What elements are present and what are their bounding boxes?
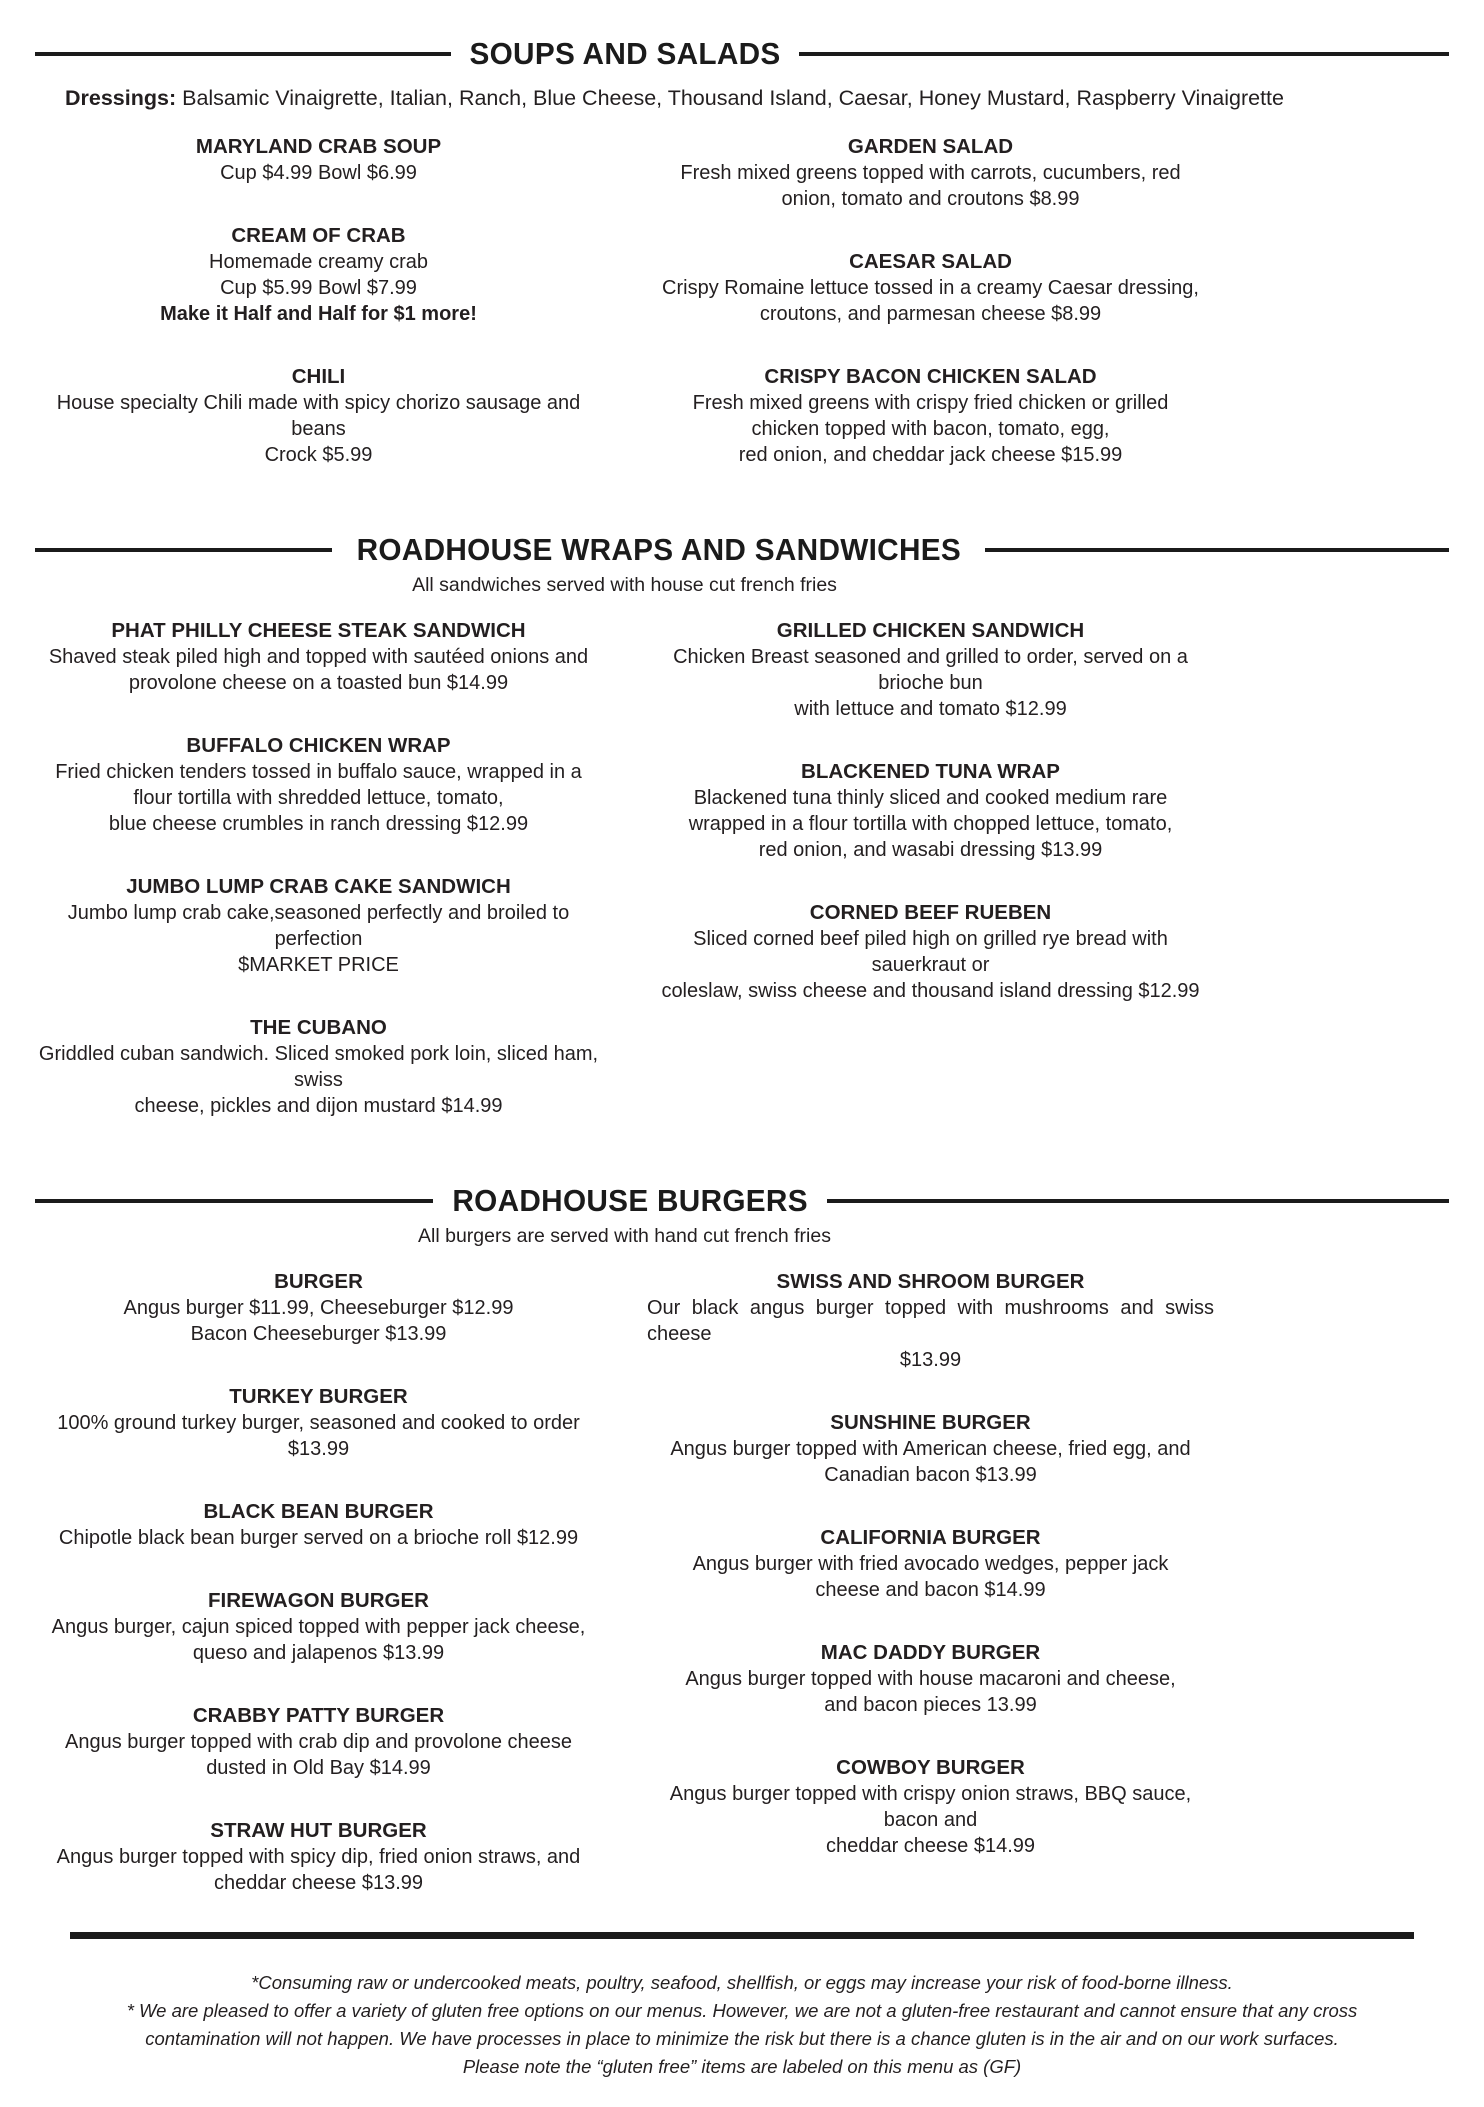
item-description-line: Griddled cuban sandwich. Sliced smoked pork loin, sliced ham, swiss: [38, 1043, 599, 1091]
item-description-line: queso and jalapenos $13.99: [192, 1642, 445, 1664]
item-description-line: red onion, and wasabi dressing $13.99: [758, 839, 1103, 861]
item-name: PHAT PHILLY CHEESE STEAK SANDWICH: [111, 619, 526, 642]
item-description-line: Fresh mixed greens with crispy fried chicken or grilled: [692, 392, 1169, 414]
section-title: ROADHOUSE BURGERS: [452, 1183, 808, 1218]
header-rule-right: [799, 52, 1449, 56]
item-description: [35, 390, 602, 468]
menu-item: [35, 873, 602, 978]
item-name: COWBOY BURGER: [836, 1756, 1025, 1779]
item-description-line: $13.99: [287, 1438, 350, 1460]
item-description-line: cheese, pickles and dijon mustard $14.99: [134, 1095, 503, 1117]
header-rule-left: [35, 1199, 433, 1203]
dressings-label: Dressings:: [65, 86, 177, 110]
item-description: [647, 1666, 1214, 1718]
item-name: THE CUBANO: [250, 1016, 387, 1039]
dressings-note: [35, 86, 1449, 111]
section-columns: [35, 1268, 1214, 1932]
item-name: SWISS AND SHROOM BURGER: [776, 1270, 1085, 1293]
item-description-line: Shaved steak piled high and topped with sautéed onions and: [48, 646, 589, 668]
menu-item: [647, 1639, 1214, 1718]
item-name: JUMBO LUMP CRAB CAKE SANDWICH: [126, 875, 511, 898]
menu-column-left: [35, 1268, 602, 1932]
item-name: CHILI: [291, 365, 346, 388]
item-description-line: Angus burger topped with house macaroni and cheese,: [685, 1668, 1176, 1690]
header-rule-left: [35, 52, 451, 56]
menu-item: [647, 899, 1214, 1004]
menu-item: [647, 1754, 1214, 1859]
item-description-line: cheese and bacon $14.99: [815, 1579, 1046, 1601]
menu-item: [35, 1702, 602, 1781]
item-description-line: chicken topped with bacon, tomato, egg,: [751, 418, 1110, 440]
item-description-line: Crock $5.99: [264, 444, 373, 466]
spacer: [35, 1155, 1449, 1183]
footer-line-gf-label: Please note the “gluten free” items are labeled on this menu as (GF): [462, 2056, 1022, 2077]
item-name: BLACKENED TUNA WRAP: [801, 760, 1060, 783]
item-description-line: Bacon Cheeseburger $13.99: [190, 1323, 447, 1345]
item-description-line: cheddar cheese $14.99: [825, 1835, 1036, 1857]
menu-item: [35, 222, 602, 327]
menu-item: [35, 1014, 602, 1119]
item-description-line: Angus burger with fried avocado wedges, pepper jack: [692, 1553, 1169, 1575]
item-name: TURKEY BURGER: [229, 1385, 408, 1408]
item-name: BUFFALO CHICKEN WRAP: [186, 734, 451, 757]
item-name: CREAM OF CRAB: [231, 224, 406, 247]
item-bold-note: Make it Half and Half for $1 more!: [160, 303, 477, 325]
item-description: [35, 1844, 602, 1896]
item-description-line: Canadian bacon $13.99: [824, 1464, 1037, 1486]
item-description-line: Angus burger topped with spicy dip, fried onion straws, and: [56, 1846, 581, 1868]
item-description-line: coleslaw, swiss cheese and thousand island dressing $12.99: [661, 980, 1200, 1002]
menu-item: [647, 1268, 1214, 1373]
item-description-line: Cup $4.99 Bowl $6.99: [220, 162, 417, 184]
item-name: MARYLAND CRAB SOUP: [195, 135, 442, 158]
item-name: GARDEN SALAD: [847, 135, 1014, 158]
spacer: [35, 504, 1449, 532]
menu-item: [35, 1268, 602, 1347]
section-header: [35, 1183, 1449, 1219]
item-description: [35, 1295, 602, 1347]
menu-item: [647, 617, 1214, 722]
footer-line-gluten-policy: * We are pleased to offer a variety of gluten free options on our menus. However, we are not a gluten-free restaurant and cannot ensure that any cross contamination will not happen. We have processes in place to minimize the risk but there is a chance gluten is in the air and on our work surfaces.: [126, 2000, 1358, 2049]
item-description: [35, 644, 602, 696]
menu-item: [35, 1498, 602, 1551]
item-description: [647, 160, 1214, 212]
item-description-line: Angus burger topped with crispy onion straws, BBQ sauce, bacon and: [669, 1783, 1192, 1831]
menu-column-left: [35, 617, 602, 1155]
item-description-line: with lettuce and tomato $12.99: [794, 698, 1067, 720]
header-rule-right: [827, 1199, 1449, 1203]
item-description-line: croutons, and parmesan cheese $8.99: [759, 303, 1102, 325]
item-description-line: provolone cheese on a toasted bun $14.99: [128, 672, 509, 694]
menu-item: [35, 1817, 602, 1896]
item-description-line: wrapped in a flour tortilla with chopped lettuce, tomato,: [688, 813, 1173, 835]
dressings-list: Balsamic Vinaigrette, Italian, Ranch, Blue Cheese, Thousand Island, Caesar, Honey Mustard, Raspberry Vinaigrette: [176, 86, 1284, 110]
item-description: [35, 759, 602, 837]
item-description: [35, 160, 602, 186]
menu-column-right: [647, 1268, 1214, 1932]
item-name: BURGER: [274, 1270, 363, 1293]
item-description-line: House specialty Chili made with spicy chorizo sausage and beans: [56, 392, 581, 440]
item-description: [647, 785, 1214, 863]
item-name: GRILLED CHICKEN SANDWICH: [776, 619, 1085, 642]
item-description-line: red onion, and cheddar jack cheese $15.99: [738, 444, 1123, 466]
item-name: CALIFORNIA BURGER: [820, 1526, 1041, 1549]
item-description-line: Fried chicken tenders tossed in buffalo sauce, wrapped in a: [55, 761, 582, 783]
item-description: [35, 1614, 602, 1666]
section-subtitle: All sandwiches served with house cut french fries: [412, 574, 837, 596]
item-description-line: cheddar cheese $13.99: [213, 1872, 424, 1894]
item-description: [647, 926, 1214, 1004]
section-soups-and-salads: [35, 36, 1449, 504]
menu-item: [647, 133, 1214, 212]
item-description-line: Angus burger $11.99, Cheeseburger $12.99: [123, 1297, 514, 1319]
item-description-line: Angus burger topped with American cheese, fried egg, and: [670, 1438, 1191, 1460]
item-name: MAC DADDY BURGER: [820, 1641, 1041, 1664]
item-description-line: Chipotle black bean burger served on a brioche roll $12.99: [58, 1527, 579, 1549]
item-description-line: blue cheese crumbles in ranch dressing $12.99: [108, 813, 529, 835]
section-title: ROADHOUSE WRAPS AND SANDWICHES: [356, 532, 961, 567]
item-description: [647, 644, 1214, 722]
section-columns: [35, 133, 1214, 504]
item-description-line: Jumbo lump crab cake,seasoned perfectly and broiled to perfection: [67, 902, 570, 950]
item-description: [35, 1525, 602, 1551]
item-description-line: $MARKET PRICE: [238, 954, 399, 976]
item-name: CRISPY BACON CHICKEN SALAD: [764, 365, 1097, 388]
item-description-line: flour tortilla with shredded lettuce, tomato,: [133, 787, 504, 809]
section-title: SOUPS AND SALADS: [469, 36, 781, 71]
item-description-line: Crispy Romaine lettuce tossed in a creamy Caesar dressing,: [662, 277, 1199, 299]
menu-column-left: [35, 133, 602, 504]
item-description-line: $13.99: [899, 1349, 962, 1371]
item-description: [35, 1041, 602, 1119]
item-name: SUNSHINE BURGER: [830, 1411, 1031, 1434]
item-name: BLACK BEAN BURGER: [203, 1500, 434, 1523]
item-description-line: and bacon pieces 13.99: [824, 1694, 1037, 1716]
footer-disclaimer: [35, 1932, 1449, 2107]
section-wraps-and-sandwiches: [35, 504, 1449, 1155]
header-rule-right: [985, 548, 1449, 552]
menu-item: [647, 363, 1214, 468]
menu-item: [35, 1587, 602, 1666]
section-columns: [35, 617, 1214, 1155]
menu-column-right: [647, 133, 1214, 504]
item-description: [647, 275, 1214, 327]
menu-item: [35, 617, 602, 696]
item-name: FIREWAGON BURGER: [208, 1589, 429, 1612]
item-description-line: Blackened tuna thinly sliced and cooked medium rare: [693, 787, 1168, 809]
menu-item: [647, 758, 1214, 863]
item-name: CRABBY PATTY BURGER: [192, 1704, 445, 1727]
section-subtitle: All burgers are served with hand cut french fries: [418, 1225, 831, 1247]
item-description-line: Cup $5.99 Bowl $7.99: [220, 277, 417, 299]
menu-item: [35, 1383, 602, 1462]
item-description-line: onion, tomato and croutons $8.99: [781, 188, 1080, 210]
menu-item: [647, 1409, 1214, 1488]
item-description: [647, 1295, 1214, 1373]
item-description-line: Fresh mixed greens topped with carrots, cucumbers, red: [680, 162, 1181, 184]
menu-item: [647, 1524, 1214, 1603]
menu-column-right: [647, 617, 1214, 1155]
item-description-line: dusted in Old Bay $14.99: [206, 1757, 431, 1779]
item-description-line: Homemade creamy crab: [209, 251, 428, 273]
item-description: [35, 249, 602, 327]
item-description-line: 100% ground turkey burger, seasoned and cooked to order: [57, 1412, 580, 1434]
menu-item: [35, 133, 602, 186]
section-header: [35, 36, 1449, 72]
item-description: [35, 1410, 602, 1462]
menu-item: [647, 248, 1214, 327]
item-name: STRAW HUT BURGER: [210, 1819, 427, 1842]
section-burgers: [35, 1155, 1449, 1932]
menu-item: [35, 732, 602, 837]
menu-item: [35, 363, 602, 468]
header-rule-left: [35, 548, 332, 552]
item-description-line: Sliced corned beef piled high on grilled rye bread with sauerkraut or: [693, 928, 1168, 976]
item-description-line: Angus burger topped with crab dip and provolone cheese: [64, 1731, 572, 1753]
item-description: [647, 390, 1214, 468]
footer-line-raw-warning: *Consuming raw or undercooked meats, poultry, seafood, shellfish, or eggs may increase your risk of food-borne illness.: [251, 1972, 1233, 1993]
item-name: CAESAR SALAD: [849, 250, 1012, 273]
item-description: [647, 1551, 1214, 1603]
footer-rule: [70, 1932, 1414, 1939]
item-description: [35, 900, 602, 978]
item-description-line: Angus burger, cajun spiced topped with pepper jack cheese,: [51, 1616, 586, 1638]
item-description-line: Our black angus burger topped with mushrooms and swiss cheese: [647, 1297, 1214, 1345]
item-description: [647, 1436, 1214, 1488]
section-header: [35, 532, 1449, 568]
item-description: [647, 1781, 1214, 1859]
item-description: [35, 1729, 602, 1781]
item-name: CORNED BEEF RUEBEN: [809, 901, 1052, 924]
item-description-line: Chicken Breast seasoned and grilled to order, served on a brioche bun: [673, 646, 1188, 694]
